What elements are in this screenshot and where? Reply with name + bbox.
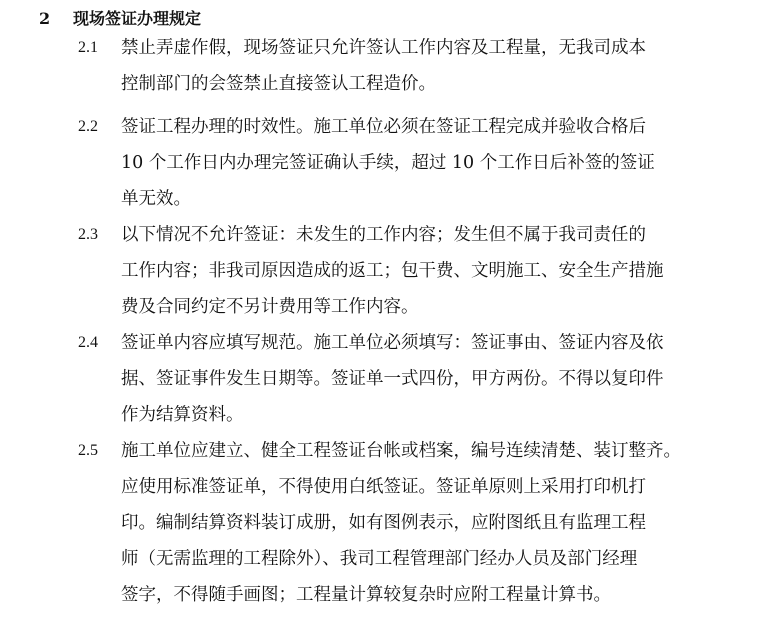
clause-number: 2.5: [78, 442, 98, 459]
section-heading: [39, 8, 201, 30]
clause-text-line: 印。编制结算资料装订成册，如有图例表示，应附图纸且有监理工程: [121, 513, 646, 533]
clause-text-line: 师（无需监理的工程除外）、我司工程管理部门经办人员及部门经理: [121, 549, 638, 569]
clause-text-line: 10 个工作日内办理完签证确认手续，超过 10 个工作日后补签的签证: [121, 153, 655, 173]
clause-text-line: 据、签证事件发生日期等。签证单一式四份，甲方两份。不得以复印件: [121, 369, 664, 389]
section-title: 现场签证办理规定: [73, 9, 202, 28]
clause-text-line: 控制部门的会签禁止直接签认工程造价。: [121, 74, 436, 94]
clause-text-line: 单无效。: [121, 189, 191, 209]
clause-number: 2.1: [78, 39, 98, 56]
section-number: 2: [39, 9, 51, 28]
clause-text-line: 费及合同约定不另计费用等工作内容。: [121, 297, 419, 317]
clause-text-line: 作为结算资料。: [121, 405, 244, 425]
clause-number: 2.3: [78, 226, 98, 243]
clause-text-line: 签字，不得随手画图；工程量计算较复杂时应附工程量计算书。: [121, 585, 611, 605]
clause-number: 2.4: [78, 334, 98, 351]
clause-text-line: 应使用标准签证单，不得使用白纸签证。签证单原则上采用打印机打: [121, 477, 646, 497]
clause-text-line: 工作内容；非我司原因造成的返工；包干费、文明施工、安全生产措施: [121, 261, 664, 281]
clause-text-line: 施工单位应建立、健全工程签证台帐或档案，编号连续清楚、装订整齐。: [121, 441, 681, 461]
clause-text-line: 禁止弄虚作假，现场签证只允许签认工作内容及工程量，无我司成本: [121, 38, 646, 58]
clause-text-line: 签证工程办理的时效性。施工单位必须在签证工程完成并验收合格后: [121, 117, 646, 137]
clause-text-line: 签证单内容应填写规范。施工单位必须填写：签证事由、签证内容及依: [121, 333, 664, 353]
clause-number: 2.2: [78, 118, 98, 135]
clause-text-line: 以下情况不允许签证：未发生的工作内容；发生但不属于我司责任的: [121, 225, 646, 245]
